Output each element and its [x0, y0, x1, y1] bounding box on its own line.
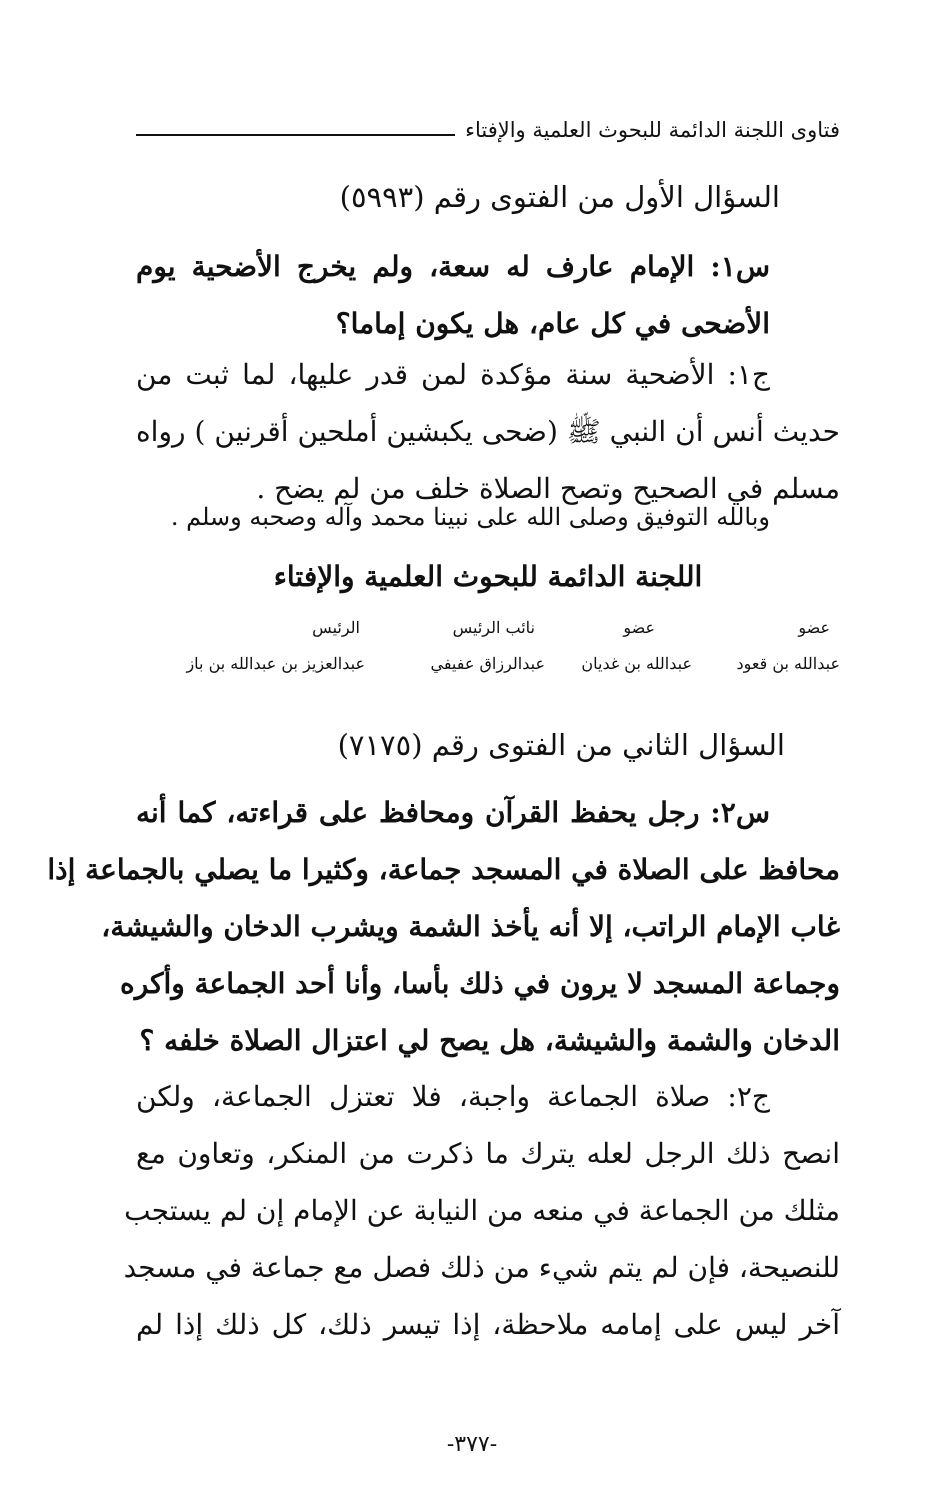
- fatwa2-answer-line: للنصيحة، فإن لم يتم شيء من ذلك فصل مع جماعة في مسجد: [123, 1251, 840, 1284]
- signature-table: [136, 618, 840, 690]
- fatwa1-answer-line: حديث أنس أن النبي ﷺ (ضحى يكبشين أملحين أقرنين ) رواه: [136, 415, 840, 448]
- header-rule: [136, 134, 455, 136]
- fatwa2-question-line: وجماعة المسجد لا يرون في ذلك بأسا، وأنا أحد الجماعة وأكره: [120, 967, 840, 1000]
- member-name: عبدالله بن غديان: [581, 654, 692, 673]
- fatwa1-answer-line: ج١: الأضحية سنة مؤكدة لمن قدر عليها، لما ثبت من: [136, 358, 770, 391]
- signature-roles-row: [136, 618, 840, 654]
- member-role: نائب الرئيس: [452, 618, 535, 637]
- committee-title: اللجنة الدائمة للبحوث العلمية والإفتاء: [273, 560, 703, 593]
- fatwa2-question-line: غاب الإمام الراتب، إلا أنه يأخذ الشمة ويشرب الدخان والشيشة،: [101, 910, 840, 943]
- fatwa2-answer-line: ج٢: صلاة الجماعة واجبة، فلا تعتزل الجماعة، ولكن: [136, 1080, 770, 1113]
- fatwa2-answer: [123, 1068, 840, 1353]
- member-name: عبدالعزيز بن عبدالله بن باز: [186, 654, 365, 673]
- fatwa2-question-line: محافظ على الصلاة في المسجد جماعة، وكثيرا ما يصلي بالجماعة إذا: [47, 853, 840, 886]
- page-number: -٣٧٧-: [446, 1432, 498, 1457]
- fatwa1-closing: وبالله التوفيق وصلى الله على نبينا محمد وآله وصحبه وسلم .: [170, 503, 770, 531]
- fatwa1-title: السؤال الأول من الفتوى رقم (٥٩٩٣): [339, 180, 780, 214]
- member-role: عضو: [623, 618, 655, 637]
- fatwa1-question: [136, 238, 840, 352]
- fatwa1-answer: [136, 346, 840, 517]
- member-role: الرئيس: [312, 618, 360, 637]
- fatwa1-question-line: س١: الإمام عارف له سعة، ولم يخرج الأضحية يوم: [136, 250, 770, 283]
- running-header-title: فتاوى اللجنة الدائمة للبحوث العلمية والإفتاء: [465, 118, 840, 142]
- running-header: [136, 112, 840, 148]
- member-name: عبدالله بن قعود: [736, 654, 840, 673]
- member-name: عبدالرزاق عفيفي: [430, 654, 545, 673]
- fatwa2-answer-line: انصح ذلك الرجل لعله يترك ما ذكرت من المنكر، وتعاون مع: [136, 1137, 840, 1170]
- fatwa1-answer-line: مسلم في الصحيح وتصح الصلاة خلف من لم يضح .: [256, 472, 840, 505]
- fatwa2-title: السؤال الثاني من الفتوى رقم (٧١٧٥): [337, 728, 785, 762]
- fatwa2-question-line: الدخان والشمة والشيشة، هل يصح لي اعتزال الصلاة خلفه ؟: [139, 1024, 840, 1057]
- fatwa1-question-line: الأضحى في كل عام، هل يكون إماما؟: [335, 307, 770, 340]
- fatwa2-question-line: س٢: رجل يحفظ القرآن ومحافظ على قراءته، كما أنه: [136, 796, 770, 829]
- signature-names-row: [136, 654, 840, 690]
- fatwa2-answer-line: آخر ليس على إمامه ملاحظة، إذا تيسر ذلك، كل ذلك إذا لم: [136, 1308, 840, 1341]
- fatwa2-answer-line: مثلك من الجماعة في منعه من النيابة عن الإمام إن لم يستجب: [124, 1194, 840, 1227]
- fatwa2-question: [47, 784, 840, 1069]
- member-role: عضو: [798, 618, 830, 637]
